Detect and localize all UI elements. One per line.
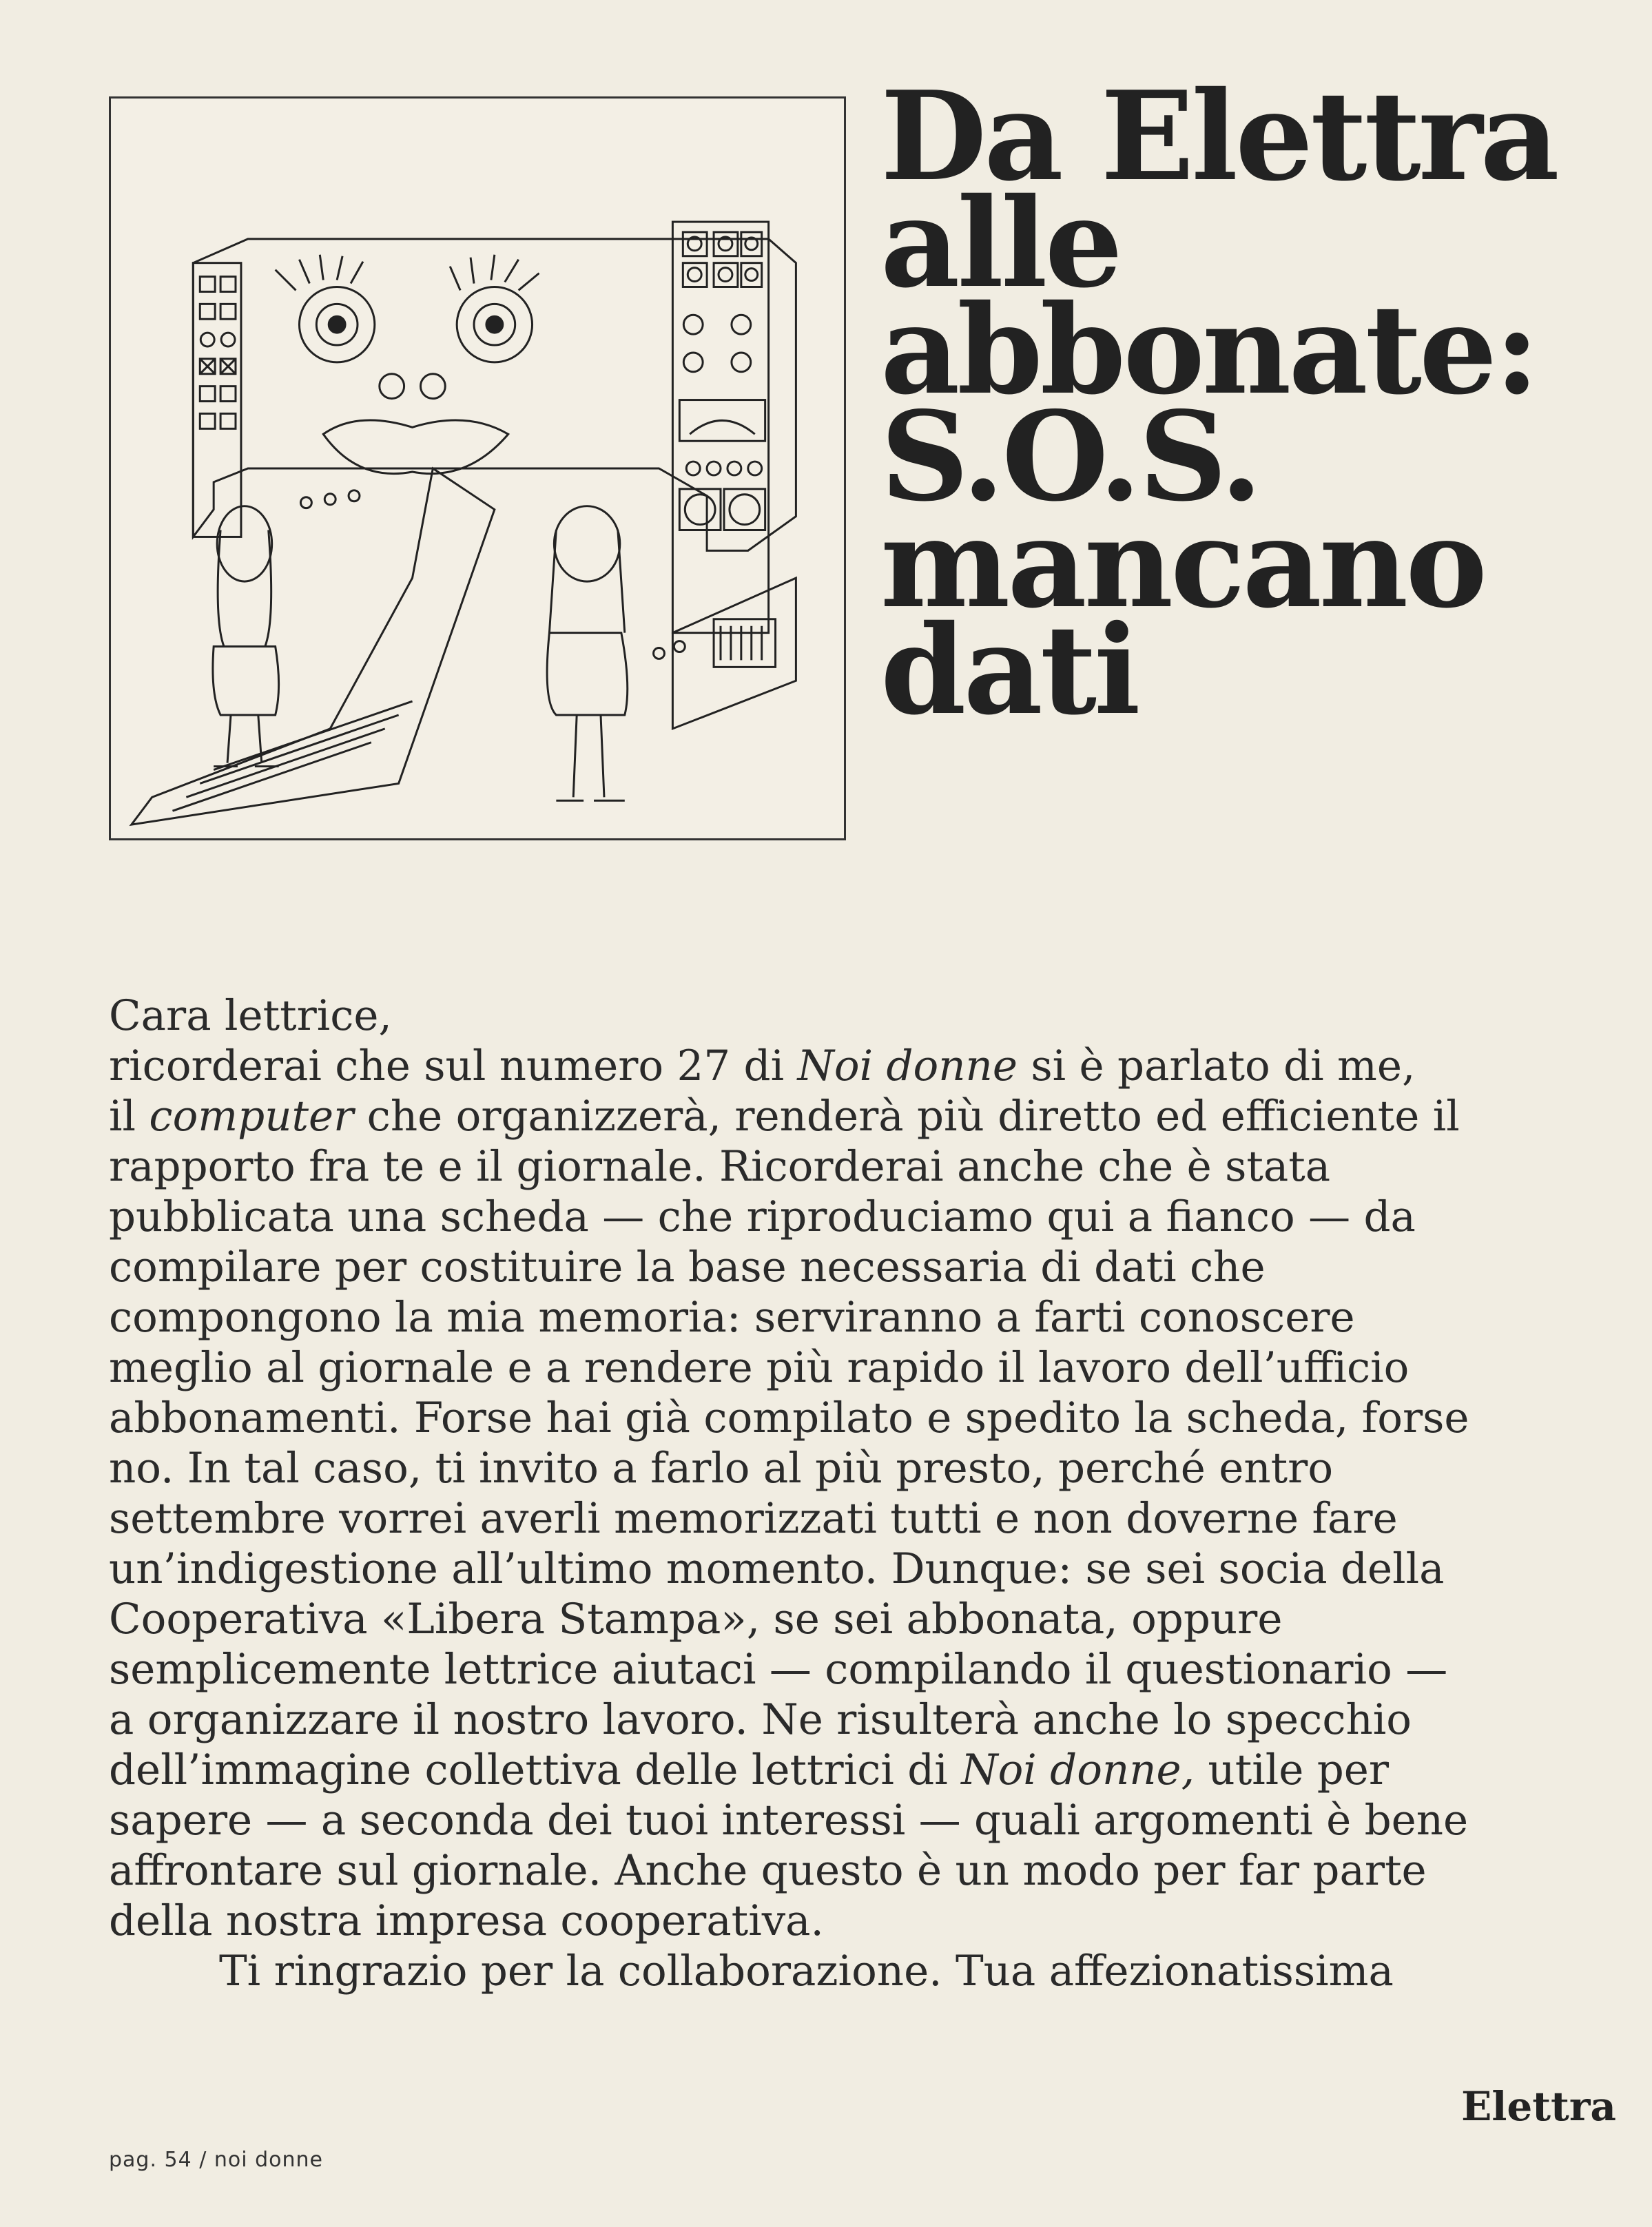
letter-line: della nostra impresa cooperativa. — [109, 1896, 824, 1945]
letter-line: un’indigestione all’ultimo momento. Dunque: se sei socia della — [109, 1544, 1445, 1593]
text-segment: utile per — [1195, 1746, 1390, 1794]
text-segment: il — [109, 1092, 149, 1141]
letter-closing: Ti ringrazio per la collaborazione. Tua affezionatissima — [219, 1947, 1394, 1996]
letter-line: compongono la mia memoria: serviranno a farti conoscere — [109, 1293, 1355, 1342]
letter-line: compilare per costituire la base necessaria di dati che — [109, 1243, 1266, 1292]
letter-line — [109, 1745, 1618, 1795]
letter-line: affrontare sul giornale. Anche questo è un modo per far parte — [109, 1846, 1427, 1895]
letter-line — [109, 1041, 1618, 1091]
letter-line: settembre vorrei averli memorizzati tutti e non doverne fare — [109, 1494, 1398, 1543]
magazine-title: Noi donne — [797, 1042, 1018, 1090]
text-segment: si è parlato di me, — [1017, 1042, 1416, 1090]
headline — [880, 64, 1624, 742]
headline-line: dati — [880, 598, 1138, 742]
magazine-title: Noi donne, — [961, 1746, 1195, 1794]
signature: Elettra — [1461, 2083, 1616, 2130]
letter-line: Cooperativa «Libera Stampa», se sei abbonata, oppure — [109, 1595, 1283, 1644]
text-segment: ricorderai che sul numero 27 di — [109, 1042, 798, 1090]
text-segment: dell’immagine collettiva delle lettrici di — [109, 1746, 962, 1794]
letter-line: pubblicata una scheda — che riproduciamo qui a fianco — da — [109, 1192, 1416, 1241]
headline-line: Da Elettra — [880, 64, 1557, 208]
letter-line — [109, 1091, 1618, 1141]
letter-line: a organizzare il nostro lavoro. Ne risulterà anche lo specchio — [109, 1695, 1412, 1744]
letter-line: abbonamenti. Forse hai già compilato e spedito la scheda, forse — [109, 1394, 1469, 1442]
page-footer: pag. 54 / noi donne — [109, 2148, 324, 2172]
letter-body — [109, 991, 1618, 1996]
headline-line: S.O.S. — [880, 384, 1260, 528]
letter-line: semplicemente lettrice aiutaci — compilando il questionario — — [109, 1645, 1448, 1694]
headline-line: alle — [880, 171, 1120, 315]
letter-line: sapere — a seconda dei tuoi interessi — quali argomenti è bene — [109, 1796, 1469, 1845]
letter-line: meglio al giornale e a rendere più rapido il lavoro dell’ufficio — [109, 1343, 1410, 1392]
text-segment: che organizzerà, renderà più diretto ed efficiente il — [353, 1092, 1460, 1141]
cartoon-illustration — [109, 96, 846, 840]
emphasis-word: computer — [149, 1092, 354, 1141]
letter-line: no. In tal caso, ti invito a farlo al più presto, perché entro — [109, 1444, 1334, 1493]
computer-cartoon — [111, 99, 844, 838]
headline-line: abbonate: — [880, 278, 1537, 422]
letter-greeting: Cara lettrice, — [109, 991, 392, 1040]
letter-line: rapporto fra te e il giornale. Ricorderai anche che è stata — [109, 1142, 1331, 1191]
headline-line: mancano — [880, 491, 1485, 635]
